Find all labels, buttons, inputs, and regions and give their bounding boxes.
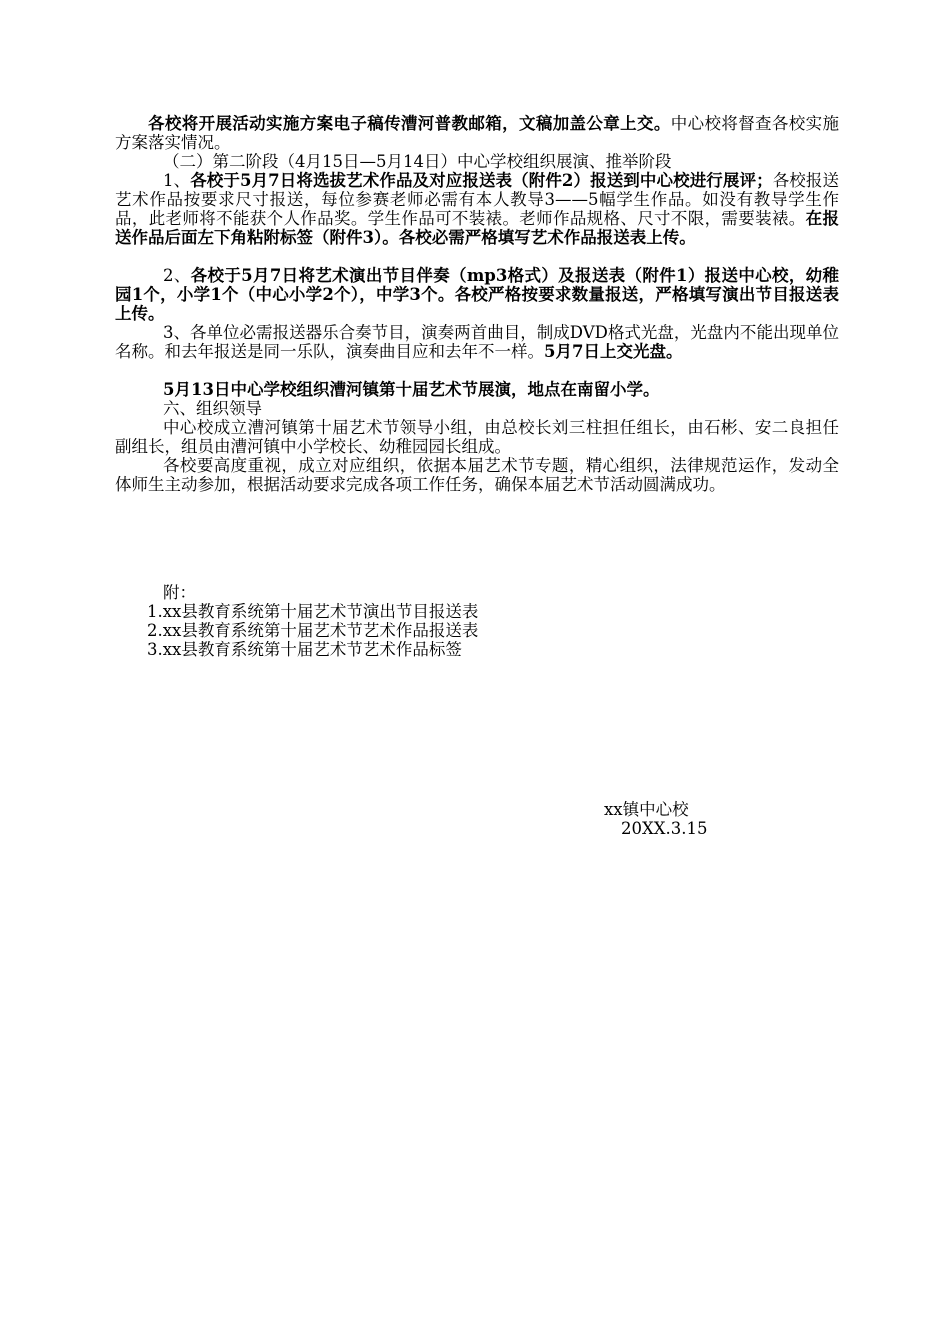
closing-text: 各校要高度重视，成立对应组织，依据本届艺术节专题，精心组织，法律规范运作，发动全体师生主动参加，根据活动要求完成各项工作任务，确保本届艺术节活动圆满成功。 bbox=[115, 456, 839, 494]
art-works-label-bold: 在报送作品后面左下角粘附标签（附件3）。各校必需严格填写艺术作品报送表上传。 bbox=[115, 209, 840, 247]
paragraph-showcase bbox=[115, 380, 839, 399]
paragraph-closing bbox=[115, 456, 839, 494]
paragraph-art-works bbox=[115, 171, 839, 247]
signature-date: 20XX.3.15 bbox=[621, 819, 708, 838]
leadership-text: 中心校成立漕河镇第十届艺术节领导小组，由总校长刘三柱担任组长，由石彬、安二良担任副组长，组员由漕河镇中小学校长、幼稚园园长组成。 bbox=[115, 418, 839, 456]
section-stage-two-heading bbox=[115, 152, 839, 171]
instrumental-bold: 5月7日上交光盘。 bbox=[544, 342, 683, 361]
signature-organization: xx镇中心校 bbox=[604, 800, 689, 819]
paragraph-instrumental bbox=[115, 323, 839, 361]
paragraph-performance bbox=[115, 266, 839, 323]
performance-bold: 各校于5月7日将艺术演出节目伴奏（mp3格式）及报送表（附件1）报送中心校，幼稚园1个，小学1个（中心小学2个），中学3个。各校严格按要求数量报送，严格填写演出节目报送表上传。 bbox=[115, 266, 839, 323]
section-organization-heading bbox=[115, 399, 839, 418]
plan-submission-bold: 各校将开展活动实施方案电子稿传漕河普教邮箱，文稿加盖公章上交。 bbox=[148, 114, 671, 133]
plan-inspection-text: 中心校将督查各校实施方案落实情况。 bbox=[115, 114, 840, 152]
attachments-heading: 附： bbox=[163, 583, 196, 602]
instrumental-text: 3、各单位必需报送器乐合奏节目，演奏两首曲目，制成DVD格式光盘，光盘内不能出现单位名称。和去年报送是同一乐队，演奏曲目应和去年不一样。 bbox=[115, 323, 839, 361]
paragraph-leadership-group bbox=[115, 418, 839, 456]
attachment-item: 1.xx县教育系统第十届艺术节演出节目报送表 bbox=[147, 602, 479, 621]
showcase-bold: 5月13日中心学校组织漕河镇第十届艺术节展演，地点在南留小学。 bbox=[163, 380, 660, 399]
paragraph-implementation-plan bbox=[115, 114, 839, 152]
attachment-item: 3.xx县教育系统第十届艺术节艺术作品标签 bbox=[147, 640, 462, 659]
performance-prefix: 2、 bbox=[163, 266, 191, 285]
organization-heading-text: 六、组织领导 bbox=[163, 399, 262, 418]
art-works-deadline-bold: 各校于5月7日将选拔艺术作品及对应报送表（附件2）报送到中心校进行展评； bbox=[190, 171, 773, 190]
attachment-item: 2.xx县教育系统第十届艺术节艺术作品报送表 bbox=[147, 621, 479, 640]
art-works-prefix: 1、 bbox=[163, 171, 191, 190]
stage-two-text: （二）第二阶段（4月15日—5月14日）中心学校组织展演、推举阶段 bbox=[163, 152, 672, 171]
art-works-requirements: 各校报送艺术作品按要求尺寸报送，每位参赛老师必需有本人教导3——5幅学生作品。如没有教导学生作品，此老师将不能获个人作品奖。学生作品可不装裱。老师作品规格、尺寸不限，需要装裱。 bbox=[115, 171, 840, 228]
